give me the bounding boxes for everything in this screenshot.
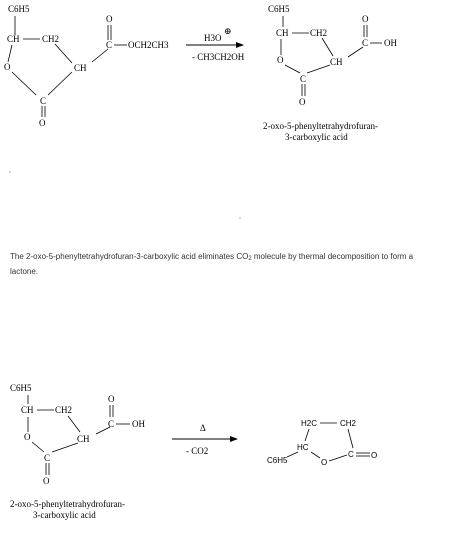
ring-ch-label: CH bbox=[74, 63, 87, 73]
lactone-carbon-label: C bbox=[40, 96, 47, 106]
ch2-label: CH2 bbox=[310, 28, 328, 38]
acid-oh-label: OH bbox=[132, 419, 145, 429]
heat-symbol: Δ bbox=[200, 423, 206, 433]
ch-label: CH bbox=[276, 28, 289, 38]
ring-ch-label: CH bbox=[330, 57, 343, 67]
explanation-paragraph: The 2-oxo-5-phenyltetrahydrofuran-3-carboxylic acid eliminates $CO_2$ molecule by thermal decomposition to form a lactone. bbox=[10, 252, 414, 276]
carbonyl-oxygen-label: O bbox=[299, 97, 306, 107]
product-name-line1: 2-oxo-5-phenyltetrahydrofuran- bbox=[263, 121, 378, 131]
lactone-carbon-label: C bbox=[44, 453, 51, 463]
ester-carbonyl-oxygen-label: O bbox=[106, 14, 113, 24]
reaction2-arrow bbox=[172, 423, 237, 456]
ring-oxygen-label: O bbox=[4, 62, 11, 72]
phenyl-label: C6H5 bbox=[267, 456, 288, 465]
phenyl-label: C6H5 bbox=[10, 383, 32, 393]
acid-oh-label: OH bbox=[384, 38, 397, 48]
ester-group-label: OCH2CH3 bbox=[128, 40, 169, 50]
reaction2-product bbox=[267, 419, 377, 467]
reagent-charge: ⊕ bbox=[224, 26, 232, 36]
carbonyl-oxygen-label: O bbox=[39, 118, 46, 128]
lactone-carbon-label: C bbox=[300, 74, 307, 84]
acid-carbonyl-oxygen-label: O bbox=[108, 394, 115, 404]
reaction2-reactant bbox=[10, 383, 145, 520]
exo-oxygen-label: O bbox=[371, 451, 378, 460]
phenyl-label: C6H5 bbox=[268, 4, 290, 14]
ring-oxygen-label: O bbox=[277, 55, 284, 65]
ring-ch-label: CH bbox=[77, 434, 90, 444]
ch-label: CH bbox=[21, 405, 34, 415]
h2c-label: H2C bbox=[301, 419, 318, 428]
hc-label: HC bbox=[297, 443, 309, 452]
ch2-label: CH2 bbox=[340, 419, 357, 428]
carbonyl-oxygen-label: O bbox=[43, 476, 50, 486]
byproduct-label: - CH3CH2OH bbox=[192, 52, 245, 62]
reaction1-product bbox=[263, 4, 397, 142]
reactant-name-line2: 3-carboxylic acid bbox=[33, 510, 96, 520]
reactant-name-line1: 2-oxo-5-phenyltetrahydrofuran- bbox=[10, 499, 125, 509]
byproduct-label: - CO2 bbox=[186, 446, 209, 456]
ring-oxygen-label: O bbox=[321, 458, 328, 467]
ester-carbon-label: C bbox=[106, 40, 113, 50]
ch-label: CH bbox=[7, 34, 20, 44]
acid-carbon-label: C bbox=[108, 419, 115, 429]
carbonyl-carbon-label: C bbox=[348, 450, 354, 459]
reaction1-reactant bbox=[4, 4, 169, 128]
phenyl-label: C6H5 bbox=[8, 4, 30, 14]
acid-carbonyl-oxygen-label: O bbox=[362, 14, 369, 24]
reagent-label: H3O bbox=[204, 33, 222, 43]
ch2-label: CH2 bbox=[55, 405, 73, 415]
ring-oxygen-label: O bbox=[24, 432, 31, 442]
reaction1-arrow bbox=[186, 26, 245, 62]
ch2-label: CH2 bbox=[42, 34, 60, 44]
acid-carbon-label: C bbox=[362, 38, 369, 48]
product-name-line2: 3-carboxylic acid bbox=[285, 132, 348, 142]
